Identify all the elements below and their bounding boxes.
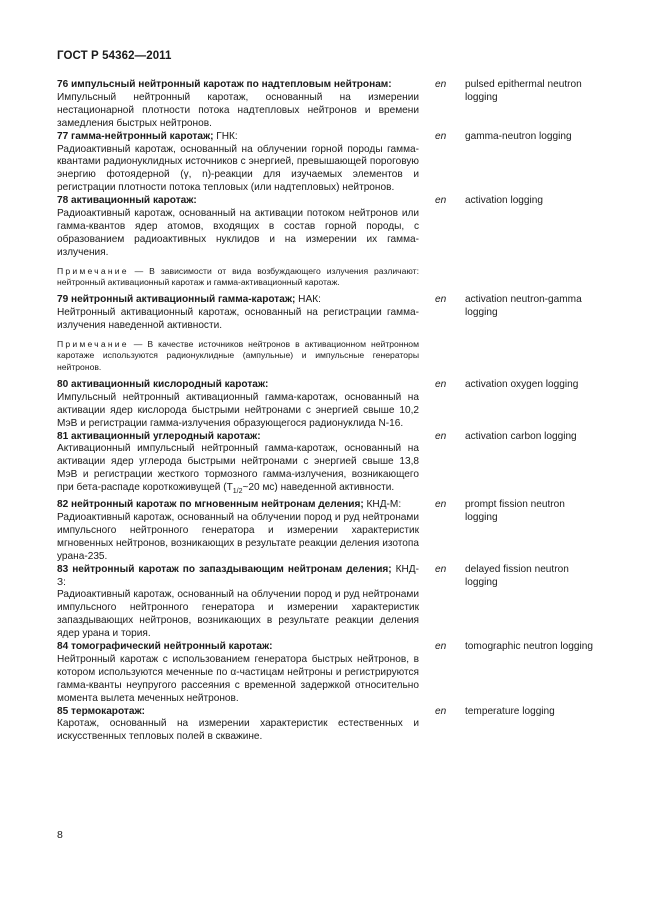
term-definition: Радиоактивный каротаж, основанный на активации потоком нейтронов или гамма-квантов ядер атомов, входящих в состав горной породы, с образованием радиоактивных нуклидов и на измерении их гамма-излучения. <box>57 208 419 258</box>
note <box>57 266 419 289</box>
term-number: 82 <box>57 499 69 511</box>
term-definition-subscript: 1/2 <box>232 488 243 496</box>
term-number: 85 <box>57 705 69 717</box>
term-name: томографический нейтронный каротаж: <box>71 641 273 653</box>
lang-code: en <box>435 563 447 575</box>
term-ru <box>57 706 419 745</box>
term-entry-82 <box>57 499 597 564</box>
term-name: нейтронный активационный гамма-каротаж; <box>71 294 296 306</box>
term-number: 81 <box>57 430 69 442</box>
lang-code: en <box>435 641 447 653</box>
term-definition: Радиоактивный каротаж, основанный на облучении пород и руд нейтронами импульсного нейтронного генератора и измерении характеристик запаздывающих нейтронов, возникающих в результате реакции деления ядер урана и тория. <box>57 589 419 640</box>
term-ru <box>57 131 419 196</box>
term-name: активационный углеродный каротаж: <box>71 430 261 442</box>
term-name: гамма-нейтронный каротаж; <box>71 130 214 142</box>
term-ru <box>57 499 419 564</box>
page-number: 8 <box>57 829 63 841</box>
term-abbr: КНД-З: <box>57 563 420 588</box>
lang-code: en <box>435 130 447 142</box>
term-definition: Нейтронный активационный каротаж, основанный на регистрации гамма-излучения наведенной активности. <box>57 307 419 332</box>
note-label: Примечание <box>57 339 129 349</box>
term-number: 83 <box>57 563 69 575</box>
term-abbr: ГНК: <box>213 130 238 142</box>
term-definition-end: ~20 мс) наведенной активности. <box>242 482 395 494</box>
term-name: нейтронный каротаж по мгновенным нейтронам деления; <box>71 499 364 511</box>
term-definition: Каротаж, основанный на измерении характеристик естественных и искусственных тепловых полей в скважине. <box>57 718 419 743</box>
term-number: 77 <box>57 130 69 142</box>
lang-code: en <box>435 79 447 90</box>
term-ru <box>57 294 419 333</box>
term-entry-84 <box>57 641 597 706</box>
term-en: activation logging <box>465 195 543 207</box>
term-number: 84 <box>57 641 69 653</box>
term-en: delayed fission neutron logging <box>465 563 569 588</box>
term-entry-80 <box>57 379 597 431</box>
term-en: pulsed epithermal neutron logging <box>465 79 582 103</box>
term-en: activation oxygen logging <box>465 378 579 390</box>
term-number: 76 <box>57 79 69 90</box>
term-number: 80 <box>57 378 69 390</box>
term-en: tomographic neutron logging <box>465 641 593 653</box>
term-definition: Радиоактивный каротаж, основанный на облучении пород и руд нейтронами импульсного нейтронного генератора и измерении характеристик мгновенных нейтронов, возникающих в результате реакции деления изотопа урана-235. <box>57 511 419 562</box>
term-name: активационный каротаж: <box>71 195 197 207</box>
lang-code: en <box>435 294 447 306</box>
term-definition: Нейтронный каротаж с использованием генератора быстрых нейтронов, в котором используются меченные по α-частицам нейтроны и регистрируются гамма-кванты неупругого рассеяния с временной задержкой относительно момента вылета меченных нейтронов. <box>57 653 419 704</box>
term-en: activation carbon logging <box>465 430 577 442</box>
lang-code: en <box>435 430 447 442</box>
term-en: prompt fission neutron logging <box>465 499 565 523</box>
term-number: 78 <box>57 195 69 207</box>
term-en: temperature logging <box>465 705 555 717</box>
term-ru <box>57 641 419 706</box>
term-name: активационный кислородный каротаж: <box>71 378 269 390</box>
term-entry-76 <box>57 79 597 131</box>
note-label: Примечание <box>57 265 129 276</box>
term-definition: Импульсный нейтронный активационный гамма-каротаж, основанный на активации ядер кислорода быстрыми нейтронами с энергией свыше 10,2 МэВ и регистрации гамма-излучения образующегося радионуклида N-16. <box>57 391 419 429</box>
term-abbr: НАК: <box>295 294 321 306</box>
term-entry-78 <box>57 195 597 260</box>
note <box>57 339 419 373</box>
term-number: 79 <box>57 294 69 306</box>
term-entry-83 <box>57 564 597 641</box>
term-definition: Активационный импульсный нейтронный гамма-каротаж, основанный на активации ядер углерода быстрыми нейтронами с энергией свыше 13,8 МэВ и регистрации жесткого тормозного гамма-излучения, возникающего при бета-распаде короткоживущей (T <box>57 443 419 494</box>
term-definition: Импульсный нейтронный каротаж, основанный на измерении нестационарной плотности потока надтепловых нейтронов и времени замедления быстрых нейтронов. <box>57 91 419 129</box>
lang-code: en <box>435 195 447 207</box>
term-abbr: КНД-М: <box>363 499 402 511</box>
term-entry-85 <box>57 706 597 745</box>
term-definition: Радиоактивный каротаж, основанный на облучении горной породы гамма-квантами радионуклидных источников с энергией, превышающей пороговую энергию фотоядерной (γ, n)-реакции для изучаемых элементов и регистрации плотности потока тепловых (или надтепловых) нейтронов. <box>57 143 419 194</box>
term-entry-79 <box>57 294 597 333</box>
term-name: импульсный нейтронный каротаж по надтепловым нейтронам: <box>71 79 392 90</box>
term-ru <box>57 79 419 131</box>
page-header: ГОСТ Р 54362—2011 <box>57 50 172 62</box>
terms-list <box>57 79 597 744</box>
term-entry-81 <box>57 431 597 500</box>
lang-code: en <box>435 499 447 511</box>
term-entry-77 <box>57 131 597 196</box>
term-en: activation neutron-gamma logging <box>465 294 582 319</box>
term-en: gamma-neutron logging <box>465 130 572 142</box>
term-ru <box>57 431 419 500</box>
note-text: — В качестве источников нейтронов в активационном нейтронном каротаже используются радионуклидные (ампульные) и импульсные генераторы нейтронов. <box>57 339 419 372</box>
note-text: — В зависимости от вида возбуждающего излучения различают: нейтронный активационный каротаж и гамма-активационный каротаж. <box>57 265 419 287</box>
term-ru <box>57 564 419 641</box>
lang-code: en <box>435 378 447 390</box>
lang-code: en <box>435 705 447 717</box>
term-ru <box>57 379 419 431</box>
term-name: нейтронный каротаж по запаздывающим нейтронам деления; <box>72 563 392 575</box>
term-ru <box>57 195 419 260</box>
term-name: термокаротаж: <box>71 705 145 717</box>
